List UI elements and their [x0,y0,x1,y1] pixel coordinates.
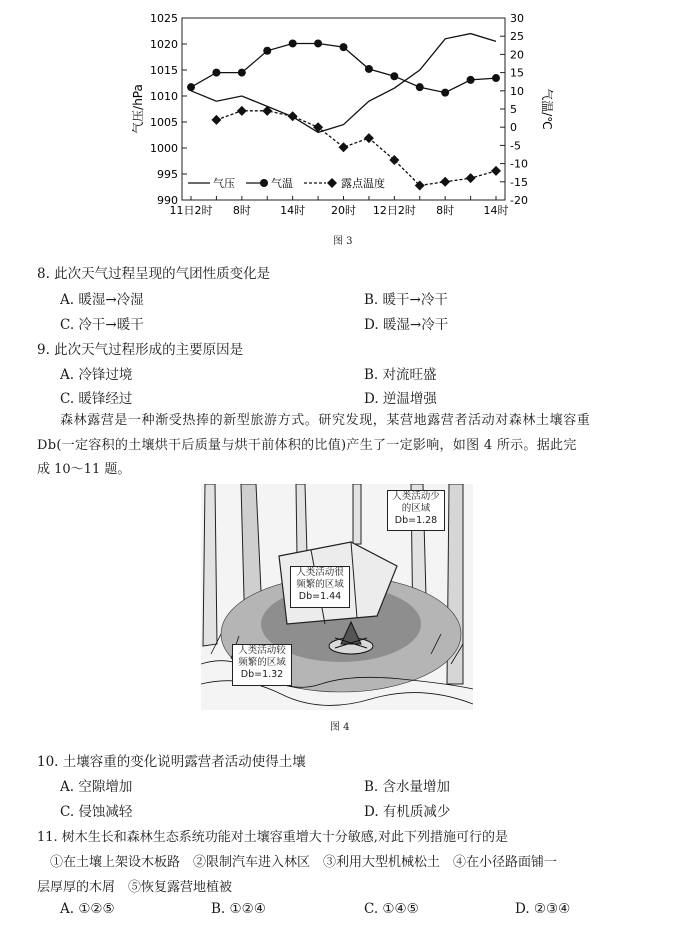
legend-marker [327,178,337,188]
legend-marker [260,179,268,187]
legend-label: 露点温度 [341,177,385,190]
q9-option-d[interactable]: D. 逆温增强 [364,391,437,407]
q11-option-b[interactable]: B. ①②④ [211,901,266,917]
q10-stem: 10. 土壤容重的变化说明露营者活动使得土壤 [37,754,306,770]
x-tick-label: 8时 [436,204,455,217]
temperature-point [289,39,297,47]
temperature-point [467,76,475,84]
campsite-illustration [201,484,473,710]
q10-option-a[interactable]: A. 空隙增加 [60,779,133,795]
right-tick-label: -20 [510,194,528,207]
callout-mid-line3: Db=1.32 [240,669,284,680]
callout-low-line1: 人类活动少 [392,491,440,502]
callout-high-line1: 人类活动很 [296,567,344,578]
q9-option-a[interactable]: A. 冷锋过境 [60,367,133,383]
right-tick-label: -15 [510,175,528,189]
q8-option-d[interactable]: D. 暖湿→冷干 [364,317,449,333]
right-tick-label: 5 [510,103,517,116]
callout-high-activity [290,566,350,608]
series-line-露点温度 [216,111,496,186]
dewpoint-point [237,106,247,116]
q10-option-c[interactable]: C. 侵蚀减轻 [60,804,133,820]
q9-option-c[interactable]: C. 暖锋经过 [60,391,133,407]
x-tick-label: 20时 [331,204,356,217]
legend-label: 气温 [271,177,293,190]
x-tick-label: 14时 [483,204,509,217]
left-tick-label: 990 [157,194,178,207]
q9-stem: 9. 此次天气过程形成的主要原因是 [37,342,244,358]
temperature-point [416,83,424,91]
right-tick-label: 20 [510,48,524,62]
right-tick-label: -10 [510,157,528,171]
q8-option-a[interactable]: A. 暖湿→冷湿 [60,292,144,308]
q8-stem: 8. 此次天气过程呈现的气团性质变化是 [37,266,271,282]
chart-series [187,34,501,191]
dewpoint-point [440,177,450,187]
x-tick-label: 14时 [280,204,306,217]
dewpoint-point [466,173,476,183]
callout-mid-line1: 人类活动较 [238,645,286,656]
dewpoint-point [211,115,221,125]
right-axis-title: 气温/℃ [540,88,554,130]
legend-label: 气压 [213,177,235,190]
passage-line-3: 成 10～11 题。 [37,462,131,477]
temperature-point [238,69,246,77]
temperature-point [212,69,220,77]
x-tick-label: 11日2时 [169,204,213,217]
q8-option-c[interactable]: C. 冷干→暖干 [60,317,144,333]
left-tick-label: 1000 [150,142,178,155]
q9-option-b[interactable]: B. 对流旺盛 [364,367,437,383]
figure4-caption: 图 4 [330,722,350,733]
q11-option-c[interactable]: C. ①④⑤ [364,901,419,917]
passage-line-1: 森林露营是一种渐受热捧的新型旅游方式。研究发现，某营地露营者活动对森林土壤容重 [60,413,591,428]
left-tick-label: 1025 [150,12,178,25]
dewpoint-point [339,142,349,152]
q8-option-b[interactable]: B. 暖干→冷干 [364,292,448,308]
x-tick-label: 8时 [232,204,251,217]
right-tick-label: 10 [510,84,524,98]
right-tick-label: 15 [510,66,524,80]
left-axis-title: 气压/hPa [131,84,145,134]
dewpoint-point [288,111,298,121]
q11-items-line1: ①在土壤上架设木板路 ②限制汽车进入林区 ③利用大型机械松土 ④在小径路面铺一 [50,855,558,870]
callout-high-line2: 频繁的区域 [296,579,344,590]
left-tick-label: 1020 [150,38,178,51]
temperature-point [441,89,449,97]
temperature-point [390,72,398,80]
callout-low-line3: Db=1.28 [394,515,438,526]
right-tick-label: 0 [510,121,517,135]
callout-mid-activity [232,644,292,686]
q11-option-d[interactable]: D. ②③④ [515,901,571,917]
temperature-point [187,83,195,91]
right-tick-label: 30 [510,12,524,25]
q11-stem: 11. 树木生长和森林生态系统功能对土壤容重增大十分敏感,对此下列措施可行的是 [37,830,508,845]
callout-mid-line2: 频繁的区域 [238,657,286,668]
figure3-caption: 图 3 [333,236,353,247]
right-tick-label: 25 [510,30,524,44]
callout-low-line2: 的区域 [401,503,431,514]
temperature-point [340,43,348,51]
left-tick-label: 995 [157,168,178,181]
q10-option-d[interactable]: D. 有机质减少 [364,804,451,820]
q11-items-line2: 层厚厚的木屑 ⑤恢复露营地植被 [37,880,233,895]
left-tick-label: 1010 [150,90,178,103]
left-tick-label: 1015 [150,64,178,77]
right-tick-label: -5 [510,139,521,153]
temperature-point [263,47,271,55]
dewpoint-point [491,166,501,176]
dewpoint-point [415,180,425,190]
dewpoint-point [389,155,399,165]
left-tick-label: 1005 [150,116,178,129]
chart-legend [188,176,385,190]
temperature-point [492,74,500,82]
q11-option-a[interactable]: A. ①②⑤ [60,901,115,917]
callout-low-activity [387,490,445,531]
x-tick-label: 12日2时 [372,204,416,217]
weather-chart [0,0,692,235]
temperature-point [314,39,322,47]
callout-high-line3: Db=1.44 [298,591,342,602]
passage-line-2: Db(一定容积的土壤烘干后质量与烘干前体积的比值)产生了一定影响，如图 4 所示。据此完 [37,438,577,453]
temperature-point [365,65,373,73]
q10-option-b[interactable]: B. 含水量增加 [364,779,451,795]
